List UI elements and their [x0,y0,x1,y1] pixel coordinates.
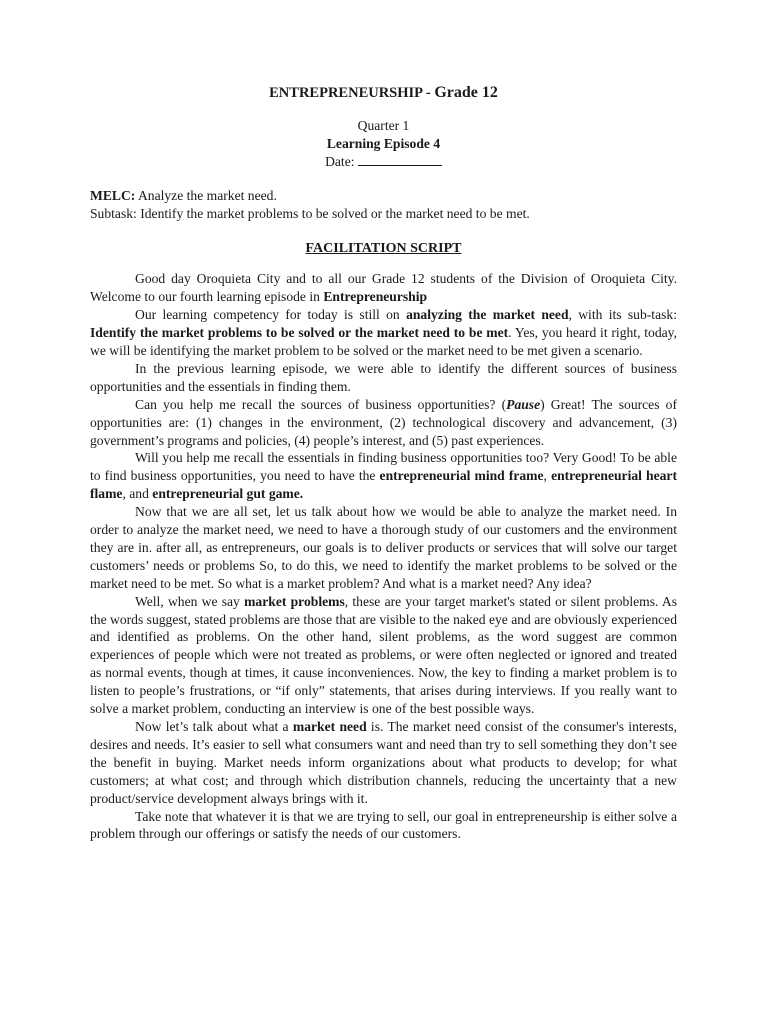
paragraph-8 [90,718,677,808]
quarter-label: Quarter 1 [357,117,410,133]
document-body [90,84,677,843]
paragraph-text: ) Great! The sources of opportunities are: (1) changes in the environment, (2) technological discovery and advancement, (3) government’s programs and policies, (4) people’s interest, and (5) past experiences. [90,396,677,448]
paragraph-text: , and [122,486,153,502]
paragraph-text: is. The market need consist of the consumer's interests, desires and needs. It’s easier to sell what consumers want and need than try to sell something they don’t see the benefit in buying. Market needs inform organizations about what products to develop; for what customers; at what cost; and through which distribution channels, reducing the uncertainty that a new product/service development always brings with it. [90,719,677,806]
paragraph-text: Our learning competency for today is still on [135,307,407,323]
paragraph-2 [90,306,677,360]
episode-label: Learning Episode 4 [326,135,441,151]
subtask-row: Subtask: Identify the market problems to be solved or the market need to be met. [90,205,530,221]
paragraph-text: Now let’s talk about what a [135,719,293,734]
date-blank-line [358,153,442,166]
paragraph-9: Take note that whatever it is that we are trying to sell, our goal in entrepreneurship is either solve a problem through our offerings or satisfy the needs of our customers. [90,808,677,842]
melc-label: MELC: [90,187,136,203]
paragraph-text: , with its sub-task: [568,307,677,323]
paragraph-bold: market need [292,719,367,734]
paragraph-bold: Entrepreneurship [323,289,428,305]
paragraph-text: Will you help me recall the essentials in finding business opportunities too? Very Good! To be able to find business opportunities, you need to have the [90,450,677,484]
paragraph-text: , these are your target market's stated or silent problems. As the words suggest, stated problems are those that are visible to the naked eye and are obviously experienced and identified as problems. On the other hand, silent problems, as the word suggest are common experiences of people which were not treated as problems, or were often neglected or ignored and treated as normal events, though at times, it cause inconveniences. Now, the key to finding a market problem is to listen to people’s frustrations, or “if only” statements, that arises during interviews. If you really want to solve a market problem, conducting an interview is one of the best possible ways. [90,593,677,717]
section-title: FACILITATION SCRIPT [305,241,462,257]
paragraph-bold: Identify the market problems to be solved or the market need to be met [90,325,509,341]
melc-text: Analyze the market need. [135,187,277,203]
date-row [90,153,677,171]
paragraph-6: Now that we are all set, let us talk about how we would be able to analyze the market need. In order to analyze the market need, we need to have a thorough study of our customers and the environment they are in. after all, as entrepreneurs, our goals is to deliver products or services that will solve our target customers’ needs or problems So, to do this, we need to identify the market problems to be solved or the market need to be met. So what is a market problem? And what is a market need? Any idea? [90,504,677,591]
paragraph-bold: entrepreneurial mind frame [379,468,544,484]
date-label: Date: [325,153,358,169]
paragraph-text: Can you help me recall the sources of business opportunities? ( [135,396,507,412]
subject-title: ENTREPRENEURSHIP - [269,85,435,101]
paragraph-4 [90,396,677,450]
document-title [90,84,677,103]
paragraph-bold: market problems [244,593,345,609]
paragraph-text: . Yes, you heard it right, today, we will be identifying the market problem to be solved or the market need to be met given a scenario. [90,325,677,358]
paragraph-text: , [543,468,552,484]
grade-label: Grade 12 [434,84,498,101]
paragraph-bold: analyzing the market need [406,307,569,323]
paragraph-text: Good day Oroquieta City and to all our Grade 12 students of the Division of Oroquieta City. Welcome to our fourth learning episode in [90,271,677,305]
paragraph-1 [90,270,677,306]
paragraph-5 [90,449,677,503]
melc-row [90,187,677,205]
paragraph-bold: entrepreneurial gut game. [152,486,304,502]
paragraph-bold-italic: Pause [506,396,541,412]
paragraph-text: Well, when we say [135,593,245,609]
paragraph-7 [90,593,677,718]
paragraph-bold: entrepreneurial heart flame [90,468,677,502]
paragraph-3: In the previous learning episode, we were able to identify the different sources of business opportunities and the essentials in finding them. [90,360,677,394]
